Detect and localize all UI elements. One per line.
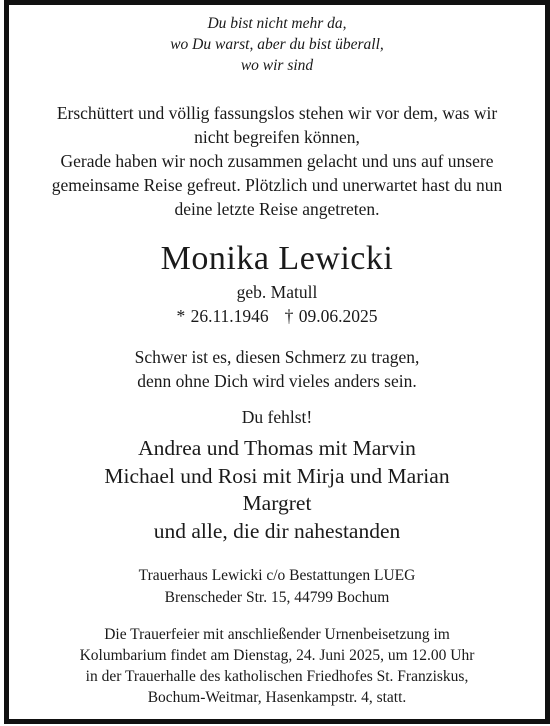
poem-line: wo wir sind xyxy=(240,57,314,74)
funeral-service-info xyxy=(9,624,545,708)
life-dates xyxy=(9,305,545,327)
intro-line: Gerade haben wir noch zusammen gelacht und uns auf unsere xyxy=(60,151,494,171)
intro-line: Erschüttert und völlig fassungslos stehen wir vor dem, was wir xyxy=(56,103,498,123)
death-date: † 09.06.2025 xyxy=(284,306,378,326)
service-line: Kolumbarium findet am Dienstag, 24. Juni 2025, um 12.00 Uhr xyxy=(79,647,475,664)
mourner-line: und alle, die dir nahestanden xyxy=(153,518,401,543)
deceased-name: Monika Lewicki xyxy=(160,240,394,277)
memorial-verse xyxy=(9,345,545,393)
intro-text xyxy=(9,101,545,221)
mourner-line: Margret xyxy=(242,491,312,515)
address-line: Brenscheder Str. 15, 44799 Bochum xyxy=(164,589,390,606)
mourners-list xyxy=(9,435,545,545)
address-line: Trauerhaus Lewicki c/o Bestattungen LUEG xyxy=(138,567,416,584)
mourner-line: Andrea und Thomas mit Marvin xyxy=(138,436,416,460)
verse-line: Schwer ist es, diesen Schmerz zu tragen, xyxy=(134,347,420,367)
birth-date: * 26.11.1946 xyxy=(176,306,269,326)
mourning-address xyxy=(9,565,545,609)
mourner-line: Michael und Rosi mit Mirja und Marian xyxy=(104,463,450,488)
service-line: in der Trauerhalle des katholischen Friedhofes St. Franziskus, xyxy=(85,668,469,685)
opening-poem xyxy=(9,13,545,76)
intro-line: gemeinsame Reise gefreut. Plötzlich und unerwartet hast du nun xyxy=(51,175,503,195)
service-line: Bochum-Weitmar, Hasenkampstr. 4, statt. xyxy=(147,689,407,706)
intro-line: nicht begreifen können, xyxy=(194,127,360,147)
birth-name: geb. Matull xyxy=(236,282,318,302)
poem-line: Du bist nicht mehr da, xyxy=(207,15,347,32)
poem-line: wo Du warst, aber du bist überall, xyxy=(170,36,384,53)
verse-line: denn ohne Dich wird vieles anders sein. xyxy=(137,371,417,391)
service-line: Die Trauerfeier mit anschließender Urnenbeisetzung im xyxy=(104,626,450,643)
miss-text: Du fehlst! xyxy=(241,407,313,427)
obituary-frame xyxy=(4,0,550,724)
intro-line: deine letzte Reise angetreten. xyxy=(174,199,380,219)
